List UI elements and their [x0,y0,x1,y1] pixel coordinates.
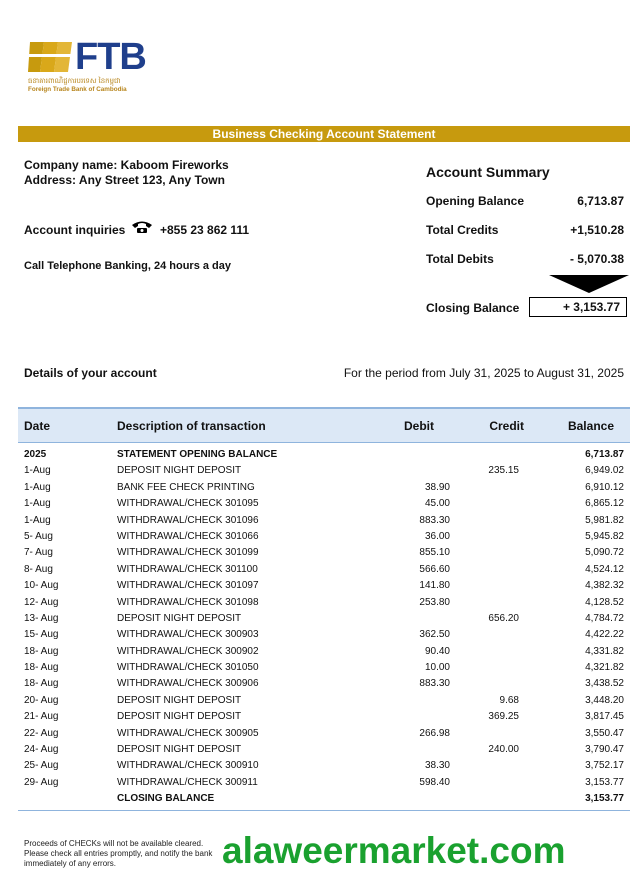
cell-debit: 883.30 [419,514,450,526]
cell-date: 1-Aug [24,465,51,477]
table-header [18,407,630,443]
opening-balance-label: Opening Balance [426,194,525,208]
cell-description: DEPOSIT NIGHT DEPOSIT [117,465,242,477]
table-row [18,741,630,757]
telephone-icon [131,220,153,234]
cell-description: WITHDRAWAL/CHECK 301098 [117,596,259,608]
inquiries-phone[interactable]: +855 23 862 111 [160,223,250,237]
total-credits-label: Total Credits [426,223,499,237]
table-row [18,626,630,642]
cell-balance: 6,910.12 [585,481,624,493]
cell-debit: 566.60 [419,563,450,575]
cell-balance: 3,438.52 [585,678,624,690]
cell-balance: 3,153.77 [585,776,624,788]
cell-balance: 5,945.82 [585,530,624,542]
cell-description: WITHDRAWAL/CHECK 301095 [117,498,259,510]
cell-description: DEPOSIT NIGHT DEPOSIT [117,612,242,624]
cell-date: 1-Aug [24,498,51,510]
cell-description: CLOSING BALANCE [117,793,215,805]
cell-date: 20- Aug [24,694,59,706]
total-credits-value: +1,510.28 [570,223,624,237]
cell-description: WITHDRAWAL/CHECK 301097 [117,580,259,592]
closing-balance-label: Closing Balance [426,301,520,315]
header-description: Description of transaction [117,419,266,433]
footer-note: Proceeds of CHECKs will not be available cleared. Please check all entries promptly, and notify the bank immediately of any errors. [24,839,213,868]
cell-description: WITHDRAWAL/CHECK 301100 [117,563,258,575]
header-date: Date [24,419,51,433]
cell-date: 1-Aug [24,481,51,493]
cell-debit: 38.90 [424,481,450,493]
cell-date: 22- Aug [24,727,59,739]
bank-logo [28,38,148,98]
cell-description: WITHDRAWAL/CHECK 301066 [117,530,259,542]
table-row [18,659,630,675]
details-label: Details of your account [24,366,157,380]
table-row [18,479,630,495]
cell-balance: 4,382.32 [585,580,624,592]
cell-date: 1-Aug [24,514,51,526]
cell-debit: 38.30 [424,760,450,772]
company-address: Address: Any Street 123, Any Town [24,173,225,187]
cell-description: DEPOSIT NIGHT DEPOSIT [117,711,242,723]
table-row [18,675,630,691]
table-body [18,446,630,811]
header-debit: Debit [404,419,434,433]
cell-date: 5- Aug [24,530,53,542]
logo-wordmark: FTB [75,36,146,78]
cell-balance: 6,865.12 [585,498,624,510]
cell-balance: 4,784.72 [585,612,624,624]
table-row [18,725,630,741]
arrow-down-icon [549,275,629,293]
cell-balance: 4,524.12 [585,563,624,575]
cell-description: WITHDRAWAL/CHECK 300906 [117,678,259,690]
cell-description: DEPOSIT NIGHT DEPOSIT [117,744,242,756]
header-credit: Credit [489,419,524,433]
cell-credit: 656.20 [488,612,519,624]
cell-date: 10- Aug [24,580,59,592]
cell-balance: 3,790.47 [585,744,624,756]
cell-debit: 855.10 [419,547,450,559]
company-name: Company name: Kaboom Fireworks [24,158,229,172]
cell-balance: 4,321.82 [585,662,624,674]
statement-period: For the period from July 31, 2025 to August 31, 2025 [343,366,624,380]
table-row [18,512,630,528]
cell-date: 18- Aug [24,678,59,690]
table-row [18,577,630,593]
cell-date: 21- Aug [24,711,59,723]
transactions-table [18,407,630,811]
total-debits-value: - 5,070.38 [569,252,624,266]
opening-balance-value: 6,713.87 [577,194,624,208]
cell-balance: 6,713.87 [585,449,624,460]
cell-date: 25- Aug [24,760,59,772]
cell-balance: 5,090.72 [585,547,624,559]
total-debits-label: Total Debits [426,252,494,266]
cell-date: 13- Aug [24,612,59,624]
cell-date: 18- Aug [24,662,59,674]
cell-balance: 3,448.20 [585,694,624,706]
bank-name-english: Foreign Trade Bank of Cambodia [28,86,127,93]
ftb-emblem-icon [28,40,74,74]
cell-debit: 10.00 [424,662,450,674]
cell-date: 7- Aug [24,547,53,559]
cell-balance: 3,550.47 [585,727,624,739]
cell-date: 12- Aug [24,596,59,608]
watermark: alaweermarket.com [222,830,566,871]
cell-balance: 3,752.17 [585,760,624,772]
statement-title: Business Checking Account Statement [18,126,630,142]
table-row [18,561,630,577]
cell-date: 24- Aug [24,744,59,756]
cell-description: WITHDRAWAL/CHECK 300903 [117,629,259,641]
cell-date: 2025 [24,449,47,460]
cell-date: 15- Aug [24,629,59,641]
cell-debit: 36.00 [424,530,450,542]
cell-credit: 240.00 [488,744,519,756]
cell-debit: 362.50 [419,629,450,641]
table-row [18,544,630,560]
bank-name-khmer: ធនាគារពាណិជ្ជការបរទេស នៃកម្ពុជា [28,78,121,85]
cell-debit: 90.40 [424,645,450,657]
cell-description: WITHDRAWAL/CHECK 301099 [117,547,259,559]
cell-balance: 5,981.82 [585,514,624,526]
cell-date: 18- Aug [24,645,59,657]
table-row [18,594,630,610]
table-row [18,692,630,708]
telephone-banking-note: Call Telephone Banking, 24 hours a day [24,260,232,272]
cell-description: WITHDRAWAL/CHECK 300902 [117,645,259,657]
cell-debit: 266.98 [419,727,450,739]
cell-debit: 253.80 [419,596,450,608]
cell-description: WITHDRAWAL/CHECK 301050 [117,662,259,674]
cell-description: DEPOSIT NIGHT DEPOSIT [117,694,242,706]
table-row [18,610,630,626]
account-summary-title: Account Summary [426,164,550,180]
table-row [18,790,630,806]
cell-debit: 598.40 [419,776,450,788]
cell-description: WITHDRAWAL/CHECK 300905 [117,727,259,739]
cell-date: 29- Aug [24,776,59,788]
table-row [18,774,630,790]
cell-credit: 235.15 [488,465,519,477]
table-row [18,446,630,462]
table-row [18,757,630,773]
cell-balance: 4,422.22 [585,629,624,641]
cell-debit: 45.00 [424,498,450,510]
cell-description: BANK FEE CHECK PRINTING [117,481,255,493]
table-row [18,495,630,511]
cell-balance: 3,817.45 [585,711,624,723]
cell-debit: 141.80 [419,580,450,592]
cell-balance: 3,153.77 [585,793,624,805]
cell-balance: 4,128.52 [585,596,624,608]
cell-description: WITHDRAWAL/CHECK 300910 [117,760,259,772]
cell-date: 8- Aug [24,563,53,575]
cell-description: STATEMENT OPENING BALANCE [117,449,278,460]
account-inquiries-label: Account inquiries [24,223,126,237]
cell-description: WITHDRAWAL/CHECK 300911 [117,776,258,788]
cell-balance: 6,949.02 [585,465,624,477]
table-row [18,462,630,478]
closing-balance-value: + 3,153.77 [529,297,627,317]
cell-debit: 883.30 [419,678,450,690]
table-row [18,708,630,724]
cell-description: WITHDRAWAL/CHECK 301096 [117,514,259,526]
cell-credit: 9.68 [499,694,519,706]
table-row [18,643,630,659]
table-row [18,528,630,544]
header-balance: Balance [567,419,614,433]
cell-balance: 4,331.82 [585,645,624,657]
cell-credit: 369.25 [488,711,519,723]
